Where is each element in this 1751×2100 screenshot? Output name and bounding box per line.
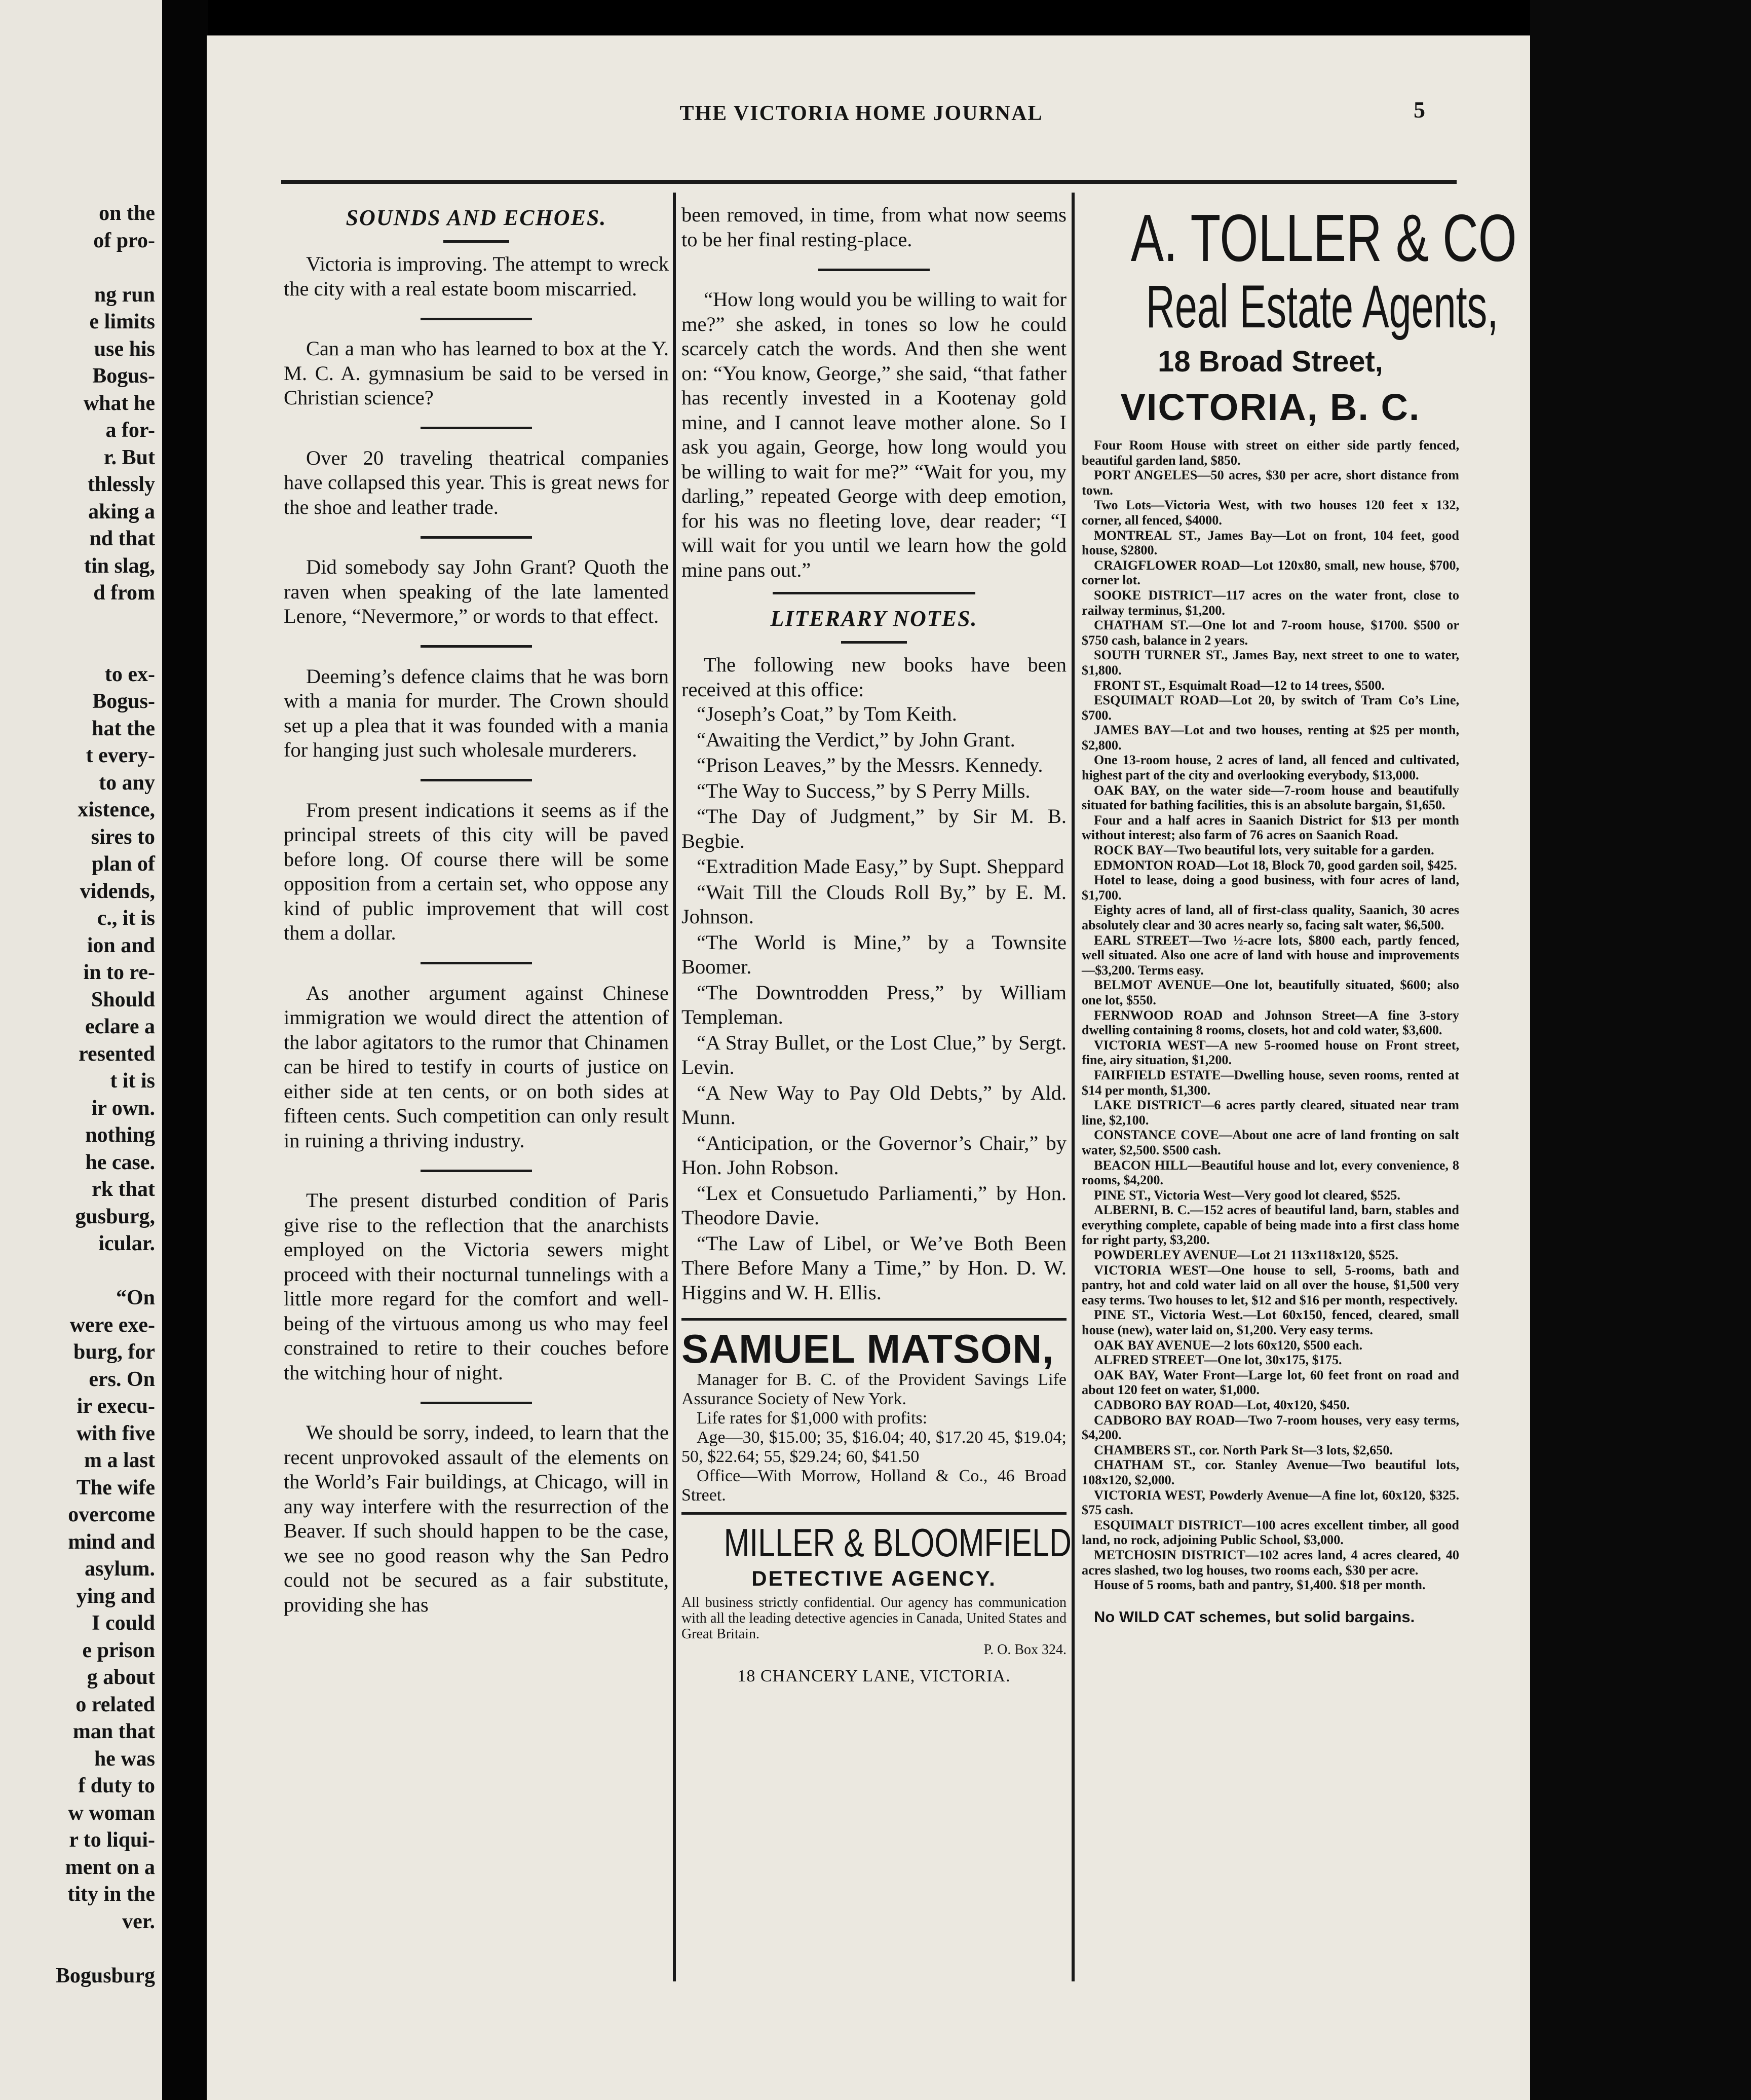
property-listing: EARL STREET—Two ½-acre lots, $800 each, partly fenced, well situated. Also one acre of land with house and improvements—$3,200. Terms easy.	[1082, 932, 1459, 978]
book-entry: “Prison Leaves,” by the Messrs. Kennedy.	[697, 754, 1043, 776]
section-heading: SOUNDS AND ECHOES.	[346, 205, 607, 230]
property-listing: VICTORIA WEST—One house to sell, 5-rooms, bath and pantry, hot and cold water laid on all over the house, $1,500 very easy terms. Two houses to let, $12 and $16 per month, respectively.	[1082, 1262, 1459, 1307]
book-entry: “The Downtrodden Press,” by William Templeman.	[681, 981, 1067, 1028]
property-listing: OAK BAY, Water Front—Large lot, 60 feet front on road and about 120 feet on water, $1,000.	[1082, 1367, 1459, 1398]
ad-text: Manager for B. C. of the Provident Savings Life Assurance Society of New York.	[681, 1370, 1067, 1408]
page-gutter	[162, 0, 208, 2100]
property-listing: FRONT ST., Esquimalt Road—12 to 14 trees, $500.	[1094, 678, 1385, 693]
property-listing: Eighty acres of land, all of first-class quality, Saanich, 30 acres absolutely clear and 30 acres nearly so, facing salt water, $6,500.	[1082, 903, 1459, 932]
property-listing: CRAIGFLOWER ROAD—Lot 120x80, small, new house, $700, corner lot.	[1082, 557, 1459, 588]
property-listing: CONSTANCE COVE—About one acre of land fronting on salt water, $2,500. $500 cash.	[1082, 1128, 1459, 1157]
column-toller-advertisement	[1082, 201, 1517, 1642]
paragraph: Deeming’s defence claims that he was born with a mania for murder. The Crown should set up a plea that it was founded with a mania for hanging just such wholesale murderers.	[284, 664, 669, 761]
running-head: THE VICTORIA HOME JOURNAL	[679, 102, 1043, 125]
fragment-line: d from	[93, 581, 155, 605]
matson-advertisement	[681, 1318, 1067, 1515]
story-paragraph: “How long would you be willing to wait for me?” she asked, in tones so low he could scarcely catch the words. And then she went on: “You know, George,” she said, “that father has recently invested in a Kootenay gold mine, and I cannot leave mother alone. So I ask you again, George, how long would you be willing to wait for me?” “Wait for you, my darling,” repeated George with deep emotion, for his was no fleeting love, dear reader; “I will wait for you until we learn how the gold mine pans out.”	[681, 288, 1067, 581]
ad-company-title: Real Estate Agents,	[1146, 273, 1499, 341]
ad-text: Office—With Morrow, Holland & Co., 46 Broad Street.	[681, 1467, 1067, 1505]
column-sounds-and-echoes	[284, 203, 669, 1617]
book-entry: “Anticipation, or the Governor’s Chair,” by Hon. John Robson.	[681, 1131, 1067, 1179]
fragment-line: gusburg,	[75, 1205, 155, 1228]
fragment-line	[3, 254, 155, 282]
property-listing: CHAMBERS ST., cor. North Park St—3 lots, $2,650.	[1094, 1442, 1393, 1457]
fragment-line: ying and	[76, 1584, 155, 1608]
fragment-line: burg, for	[73, 1340, 155, 1364]
heading-rule	[443, 240, 509, 243]
fragment-line: I could	[92, 1611, 155, 1635]
fragment-line: g about	[87, 1666, 155, 1689]
miller-bloomfield-advertisement	[681, 1515, 1072, 1686]
fragment-line: w woman	[68, 1801, 155, 1825]
column-literary-notes	[681, 203, 1072, 1703]
continued-paragraph: been removed, in time, from what now seems to be her final resting-place.	[681, 203, 1067, 251]
fragment-line: t it is	[110, 1069, 155, 1093]
header-rule	[281, 180, 1457, 184]
fragment-line: tin slag,	[84, 554, 155, 578]
fragment-line: r to liqui-	[69, 1828, 155, 1852]
paragraph: Did somebody say John Grant? Quoth the raven when speaking of the late lamented Lenore, “Nevermore,” or words to that effect.	[284, 555, 669, 627]
fragment-line: “On	[116, 1286, 155, 1309]
property-listing: POWDERLEY AVENUE—Lot 21 113x118x120, $525.	[1094, 1248, 1398, 1263]
fragment-line: a for-	[105, 419, 155, 442]
book-entry: “The Law of Libel, or We’ve Both Been There Before Many a Time,” by Hon. D. W. Higgins and W. H. Ellis.	[681, 1231, 1067, 1304]
property-listing: LAKE DISTRICT—6 acres partly cleared, situated near tram line, $2,100.	[1082, 1098, 1459, 1128]
property-listing: CHATHAM ST., cor. Stanley Avenue—Two beautiful lots, 108x120, $2,000.	[1082, 1457, 1459, 1487]
fragment-line: to ex-	[104, 662, 155, 686]
fragment-line: o related	[75, 1693, 155, 1716]
property-listing: PINE ST., Victoria West—Very good lot cleared, $525.	[1094, 1187, 1400, 1203]
column-rule	[673, 193, 676, 1981]
property-listing: VICTORIA WEST—A new 5-roomed house on Front street, fine, airy situation, $1,200.	[1082, 1037, 1459, 1068]
separator	[681, 252, 1067, 287]
section-heading: LITERARY NOTES.	[770, 606, 978, 631]
ad-street: 18 Broad Street,	[1158, 345, 1383, 378]
property-listing: PINE ST., Victoria West.—Lot 60x150, fenced, cleared, small house (new), water laid on, $1,200. Very easy terms.	[1082, 1307, 1459, 1338]
property-listing: House of 5 rooms, bath and pantry, $1,400. $18 per month.	[1094, 1578, 1426, 1593]
fragment-line: on the	[99, 202, 155, 225]
separator	[284, 1385, 669, 1420]
property-listing: Hotel to lease, doing a good business, with four acres of land, $1,700.	[1082, 873, 1459, 903]
book-list	[681, 702, 1067, 1305]
fragment-line: overcome	[68, 1503, 155, 1526]
fragment-line: nothing	[85, 1123, 155, 1147]
fragment-line: what he	[83, 391, 155, 415]
fragment-line: were exe-	[69, 1313, 155, 1337]
ad-box-number: P. O. Box 324.	[983, 1642, 1067, 1658]
property-listing: FERNWOOD ROAD and Johnson Street—A fine 3-story dwelling containing 8 rooms, closets, hot and cold water, $3,600.	[1082, 1007, 1459, 1038]
property-listing: One 13-room house, 2 acres of land, all fenced and cultivated, highest part of the city and overlooking everybody, $13,000.	[1082, 753, 1459, 783]
fragment-line: Should	[91, 988, 155, 1011]
paragraph: Can a man who has learned to box at the Y. M. C. A. gymnasium be said to be versed in Christian science?	[284, 337, 669, 409]
property-listing: VICTORIA WEST, Powderly Avenue—A fine lot, 60x120, $325. $75 cash.	[1082, 1487, 1459, 1518]
ad-city: VICTORIA, B. C.	[1120, 386, 1421, 428]
ad-text: Life rates for $1,000 with profits:	[697, 1409, 928, 1428]
fragment-line	[3, 1258, 155, 1285]
fragment-line: Bogus-	[92, 364, 155, 388]
fragment-line: e limits	[89, 310, 155, 333]
fragment-line: resented	[79, 1042, 155, 1066]
property-listing: METCHOSIN DISTRICT—102 acres land, 4 acres cleared, 40 acres slashed, two log houses, two rooms each, $30 per acre.	[1082, 1547, 1459, 1578]
fragment-line: ng run	[94, 283, 155, 307]
property-listing: FAIRFIELD ESTATE—Dwelling house, seven rooms, rented at $14 per month, $1,300.	[1082, 1067, 1459, 1098]
book-entry: “Joseph’s Coat,” by Tom Keith.	[697, 702, 957, 725]
paragraph: Over 20 traveling theatrical companies have collapsed this year. This is great news for the shoe and leather trade.	[284, 446, 669, 518]
book-entry: “The Way to Success,” by S Perry Mills.	[697, 779, 1031, 802]
property-listing: ESQUIMALT ROAD—Lot 20, by switch of Tram Co’s Line, $700.	[1082, 693, 1459, 723]
property-listing: ALFRED STREET—One lot, 30x175, $175.	[1094, 1353, 1342, 1368]
property-listing: Two Lots—Victoria West, with two houses 120 feet x 132, corner, all fenced, $4000.	[1082, 498, 1459, 528]
book-entry: “Wait Till the Clouds Roll By,” by E. M. Johnson.	[681, 880, 1067, 928]
listing-list	[1082, 438, 1459, 1593]
fragment-line: The wife	[76, 1476, 155, 1499]
heading-rule	[841, 641, 907, 644]
ad-title: MILLER & BLOOMFIELD	[724, 1520, 1072, 1565]
fragment-line: sires to	[91, 825, 155, 849]
ad-company-name: A. TOLLER & CO	[1130, 201, 1517, 275]
paragraph: The present disturbed condition of Paris give rise to the reflection that the anarchists employed on the Victoria sewers might proceed with their nocturnal tunnelings with a little more regard for the comfort and well-being of the virtuous among us who may feel constrained to retire to their couches before the witching hour of night.	[284, 1189, 669, 1384]
property-listing: PORT ANGELES—50 acres, $30 per acre, short distance from town.	[1082, 468, 1459, 498]
fragment-line: he was	[94, 1747, 155, 1771]
fragment-line	[3, 607, 155, 634]
fragment-line	[3, 634, 155, 661]
separator	[284, 519, 669, 555]
scan-border	[1530, 0, 1751, 2100]
ad-address: 18 CHANCERY LANE, VICTORIA.	[737, 1667, 1011, 1685]
property-listing: BELMOT AVENUE—One lot, beautifully situated, $600; also one lot, $550.	[1082, 978, 1459, 1007]
fragment-line: in to re-	[83, 961, 155, 984]
fragment-line: tity in the	[67, 1883, 155, 1906]
book-entry: “The World is Mine,” by a Townsite Boomer.	[681, 930, 1067, 978]
fragment-line: m a last	[84, 1449, 155, 1472]
book-entry: “A Stray Bullet, or the Lost Clue,” by Sergt. Levin.	[681, 1031, 1067, 1078]
paragraph: From present indications it seems as if the principal streets of this city will be paved before long. Of course there will be some opposition from a certain set, who oppose any kind of public improvement that will cost them a dollar.	[284, 798, 669, 944]
property-listing: ESQUIMALT DISTRICT—100 acres excellent timber, all good land, no rock, adjoining Public School, $3,000.	[1082, 1517, 1459, 1548]
fragment-line: use his	[94, 337, 155, 361]
fragment-line: he case.	[85, 1150, 155, 1174]
book-entry: “Awaiting the Verdict,” by John Grant.	[697, 728, 1015, 751]
fragment-line: ver.	[122, 1909, 155, 1933]
paragraph: We should be sorry, indeed, to learn that the recent unprovoked assault of the elements on the World’s Fair buildings, at Chicago, will in any way interfere with the resurrection of the Beaver. If such should happen to be the case, we see no good reason why the San Pedro could not be secured as a fair substitute, providing she has	[284, 1421, 669, 1616]
fragment-line: to any	[99, 771, 155, 795]
property-listing: ALBERNI, B. C.—152 acres of beautiful land, barn, stables and everything complete, capable of being made into a first class home for right party, $3,200.	[1082, 1203, 1459, 1248]
property-listing: OAK BAY, on the water side—7-room house and beautifully situated for bathing facilities, this is an absolute bargain, $1,650.	[1082, 782, 1459, 813]
property-listing: EDMONTON ROAD—Lot 18, Block 70, good garden soil, $425.	[1094, 857, 1457, 873]
fragment-line: ers. On	[89, 1367, 155, 1391]
fragment-line: aking a	[88, 500, 155, 523]
fragment-line: f duty to	[78, 1774, 155, 1797]
fragment-line: asylum.	[85, 1557, 155, 1581]
fragment-line: hat the	[92, 717, 155, 740]
column-rule	[1072, 193, 1075, 1981]
separator	[284, 763, 669, 798]
separator	[284, 301, 669, 336]
paragraph: Victoria is improving. The attempt to wreck the city with a real estate boom miscarried.	[284, 252, 669, 300]
book-entry: “Extradition Made Easy,” by Supt. Sheppard	[697, 855, 1064, 878]
fragment-line: of pro-	[93, 229, 155, 252]
property-listing: JAMES BAY—Lot and two houses, renting at $25 per month, $2,800.	[1082, 723, 1459, 753]
fragment-line: r. But	[103, 445, 155, 469]
ornamental-rule	[681, 582, 1067, 604]
fragment-line: vidends,	[80, 879, 155, 903]
facing-page-text	[3, 200, 155, 1990]
fragment-line: xistence,	[78, 798, 155, 821]
property-listing: OAK BAY AVENUE—2 lots 60x120, $500 each.	[1094, 1337, 1363, 1353]
book-entry: “The Day of Judgment,” by Sir M. B. Begbie.	[681, 805, 1067, 852]
property-listing: Four and a half acres in Saanich District for $13 per month without interest; also farm of 76 acres on Saanich Road.	[1082, 812, 1459, 843]
ad-text: Age—30, $15.00; 35, $16.04; 40, $17.20 45, $19.04; 50, $22.64; 55, $29.24; 60, $41.50	[681, 1428, 1067, 1466]
fragment-line: thlessly	[87, 473, 155, 496]
fragment-line: e prison	[82, 1638, 155, 1662]
property-listing: BEACON HILL—Beautiful house and lot, every convenience, 8 rooms, $4,200.	[1082, 1157, 1459, 1188]
fragment-line: Bogus-	[92, 690, 155, 713]
facing-page-fragment	[0, 0, 162, 2100]
book-entry: “A New Way to Pay Old Debts,” by Ald. Munn.	[681, 1081, 1067, 1129]
paragraph: The following new books have been received at this office:	[681, 653, 1067, 701]
fragment-line: with five	[76, 1421, 155, 1445]
property-listing: Four Room House with street on either side partly fenced, beautiful garden land, $850.	[1082, 438, 1459, 468]
property-listing: ROCK BAY—Two beautiful lots, very suitable for a garden.	[1094, 843, 1434, 858]
fragment-line: ir execu-	[77, 1395, 155, 1418]
fragment-line: mind and	[68, 1530, 155, 1554]
fragment-line: eclare a	[85, 1015, 155, 1038]
fragment-line: ir own.	[91, 1096, 155, 1120]
property-listing: CHATHAM ST.—One lot and 7-room house, $1700. $500 or $750 cash, balance in 2 years.	[1082, 618, 1459, 648]
fragment-line: t every-	[86, 744, 155, 767]
fragment-line: c., it is	[97, 907, 155, 930]
property-listing: MONTREAL ST., James Bay—Lot on front, 104 feet, good house, $2800.	[1082, 528, 1459, 558]
fragment-line: Bogusburg	[55, 1964, 155, 1988]
ad-title: SAMUEL MATSON,	[681, 1326, 1054, 1371]
fragment-line: nd that	[89, 527, 155, 550]
fragment-line: plan of	[92, 852, 155, 876]
separator	[284, 1153, 669, 1188]
property-listing: SOOKE DISTRICT—117 acres on the water front, close to railway terminus, $1,200.	[1082, 587, 1459, 618]
fragment-line: icular.	[98, 1232, 155, 1255]
fragment-line: man that	[72, 1720, 155, 1743]
ad-text: All business strictly confidential. Our agency has communication with all the leading detective agencies in Canada, United States and Great Britain.	[681, 1595, 1067, 1642]
fragment-line: rk that	[92, 1178, 155, 1201]
ad-closing-line: No WILD CAT schemes, but solid bargains.	[1094, 1607, 1415, 1626]
ad-subtitle: DETECTIVE AGENCY.	[751, 1566, 997, 1590]
fragment-line	[3, 1935, 155, 1963]
separator	[284, 410, 669, 446]
separator	[284, 629, 669, 664]
fragment-line: ment on a	[65, 1855, 155, 1879]
fragment-line: ion and	[87, 933, 155, 957]
property-listing: CADBORO BAY ROAD—Two 7-room houses, very easy terms, $4,200.	[1082, 1412, 1459, 1443]
book-entry: “Lex et Consuetudo Parliamenti,” by Hon. Theodore Davie.	[681, 1181, 1067, 1229]
paragraph: As another argument against Chinese immigration we would direct the attention of the labor agitators to the rumor that Chinamen can be hired to testify in courts of justice on either side at ten cents, or on both sides at fifteen cents. Such competition can only result in ruining a thriving industry.	[284, 981, 669, 1152]
separator	[284, 946, 669, 981]
property-listing: SOUTH TURNER ST., James Bay, next street to one to water, $1,800.	[1082, 648, 1459, 678]
page-number: 5	[1414, 97, 1425, 123]
property-listing: CADBORO BAY ROAD—Lot, 40x120, $450.	[1094, 1398, 1350, 1412]
